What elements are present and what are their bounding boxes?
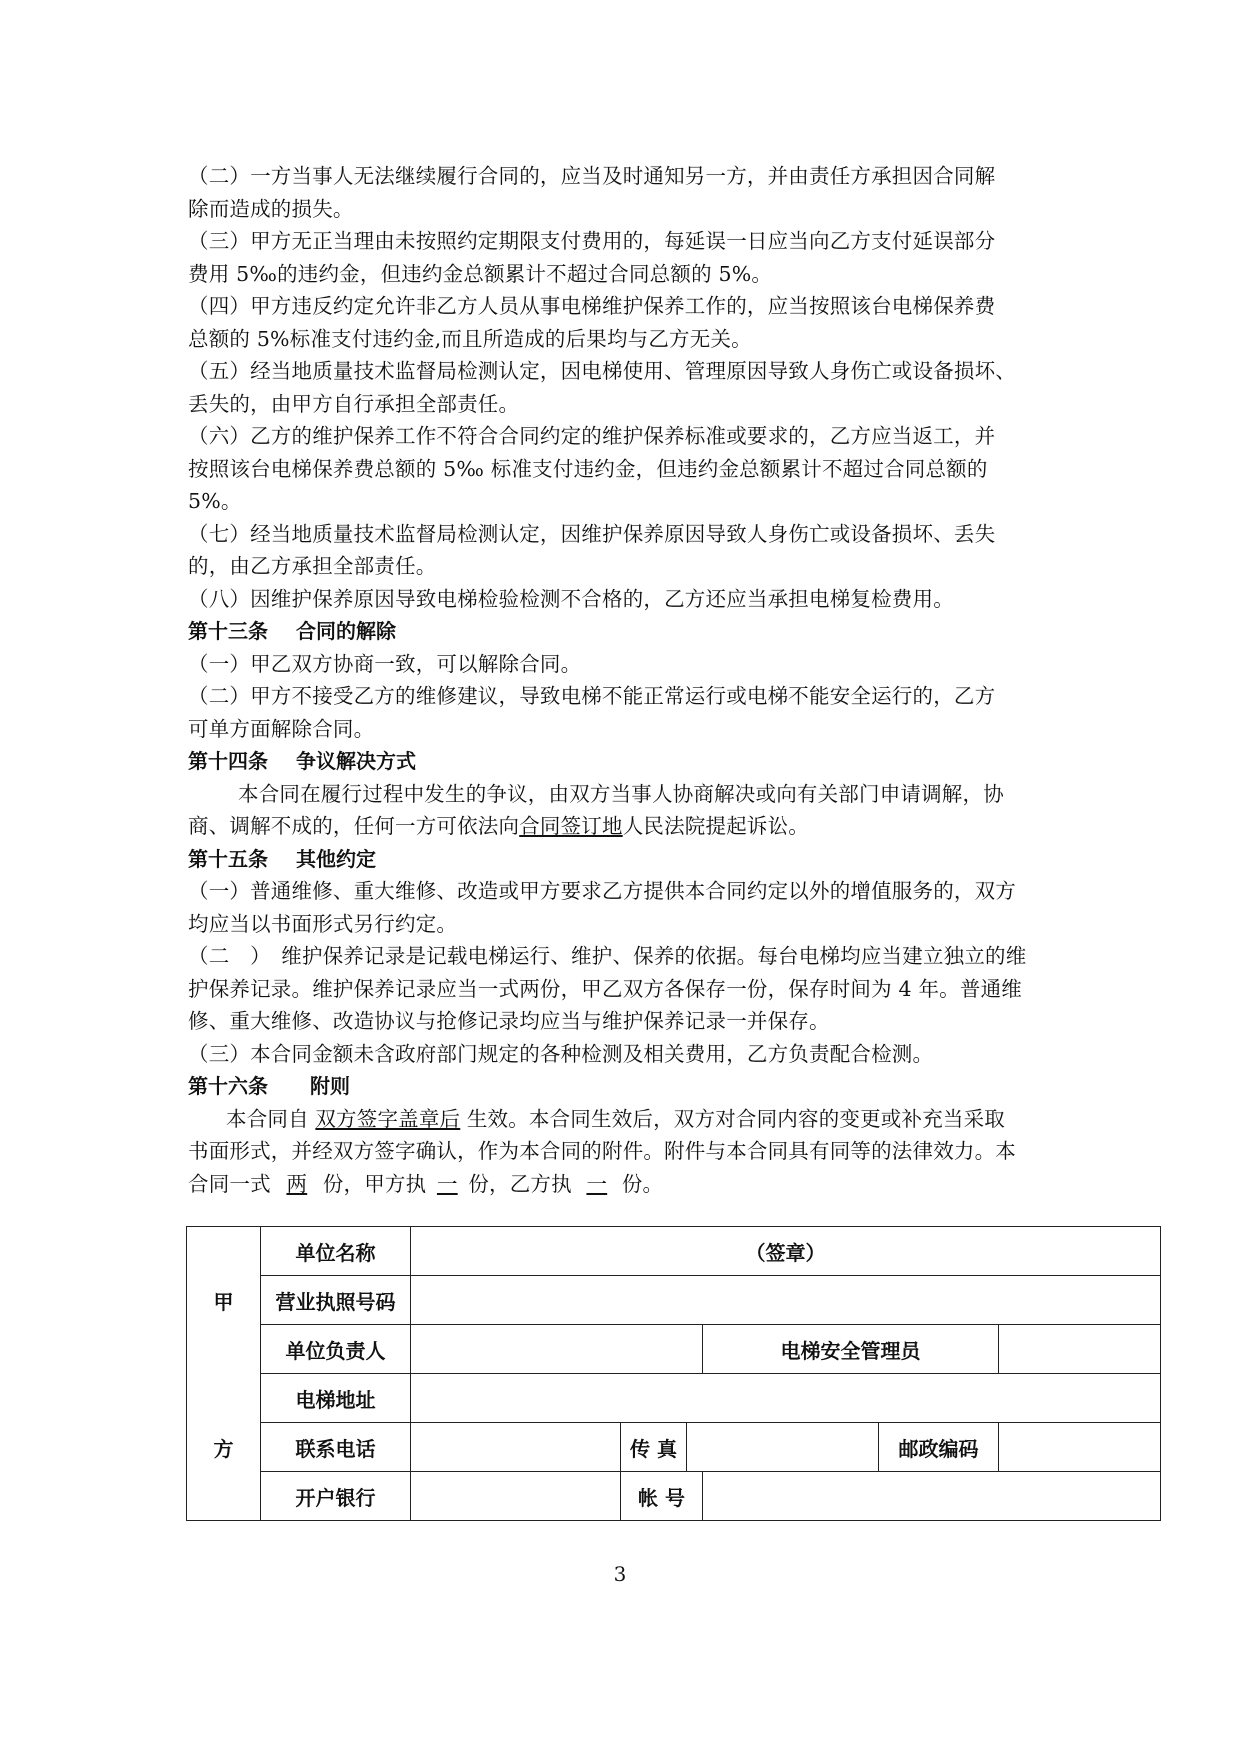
clause-6-line-2: 按照该台电梯保养费总额的 5‰ 标准支付违约金，但违约金总额累计不超过合同总额的	[188, 456, 988, 481]
clause-7-line-1: （七）经当地质量技术监督局检测认定，因维护保养原因导致人身伤亡或设备损坏、丢失	[188, 521, 996, 546]
article-15-item-2-line-1: （二 ） 维护保养记录是记载电梯运行、维护、保养的依据。每台电梯均应当建立独立的维	[188, 944, 1027, 968]
elevator-safety-admin-label: 电梯安全管理员	[703, 1325, 999, 1374]
clause-4-line-1: （四）甲方违反约定允许非乙方人员从事电梯维护保养工作的，应当按照该台电梯保养费	[188, 294, 996, 318]
total-copies-underlined: 两	[286, 1171, 308, 1196]
party-a-side-cell	[187, 1472, 261, 1521]
phone-field[interactable]	[411, 1423, 621, 1472]
party-b-copies-underlined: 一	[586, 1171, 608, 1196]
article-13-item-2-line-1: （二）甲方不接受乙方的维修建议，导致电梯不能正常运行或电梯不能安全运行的，乙方	[188, 684, 996, 708]
fax-label: 传 真	[621, 1423, 687, 1472]
clause-6-line-1: （六）乙方的维护保养工作不符合合同约定的维护保养标准或要求的，乙方应当返工，并	[188, 424, 996, 448]
article-16-title: 附则	[310, 1074, 350, 1098]
unit-name-seal-field[interactable]: （签章）	[411, 1227, 1161, 1276]
article-15-item-2-line-2: 护保养记录。维护保养记录应当一式两份，甲乙双方各保存一份，保存时间为 4 年。普通维	[188, 976, 1022, 1001]
page-number: 3	[613, 1562, 627, 1586]
article-13-number: 第十三条	[188, 619, 268, 643]
phone-label: 联系电话	[261, 1423, 411, 1472]
article-13-heading	[188, 615, 1058, 648]
article-15-item-2-line-3: 修、重大维修、改造协议与抢修记录均应当与维护保养记录一并保存。	[188, 1009, 830, 1033]
article-13-title: 合同的解除	[296, 619, 396, 643]
party-a-copies-underlined: 一	[436, 1171, 458, 1196]
party-a-side-label-top: 甲	[187, 1276, 261, 1325]
article-16-number: 第十六条	[188, 1074, 268, 1098]
clause-4-line-2: 总额的 5%标准支付违约金,而且所造成的后果均与乙方无关。	[188, 326, 752, 351]
article-14-title: 争议解决方式	[296, 749, 416, 773]
party-a-side-cell	[187, 1325, 261, 1374]
article-15-item-3: （三）本合同金额未含政府部门规定的各种检测及相关费用，乙方负责配合检测。	[188, 1041, 934, 1066]
article-16-line-1-end: 生效。本合同生效后，双方对合同内容的变更或补充当采取	[466, 1106, 1006, 1131]
elevator-address-label: 电梯地址	[261, 1374, 411, 1423]
party-a-side-label-bottom: 方	[187, 1423, 261, 1472]
bank-field[interactable]	[411, 1472, 621, 1521]
article-14-line-2	[188, 810, 1058, 843]
postcode-field[interactable]	[999, 1423, 1161, 1472]
article-14-line-2-start: 商、调解不成的，任何一方可依法向	[188, 814, 520, 838]
article-13-item-2-line-2: 可单方面解除合同。	[188, 716, 375, 741]
account-field[interactable]	[703, 1472, 1161, 1521]
copies-prefix: 合同一式	[188, 1171, 271, 1196]
article-15-title: 其他约定	[296, 846, 376, 871]
elevator-address-field[interactable]	[411, 1374, 1161, 1423]
party-b-copies-prefix: 份，乙方执	[468, 1171, 572, 1196]
party-a-side-cell	[187, 1374, 261, 1423]
unit-name-label: 单位名称	[261, 1227, 411, 1276]
party-a-info-table	[186, 1226, 1161, 1521]
clause-2-line-1: （二）一方当事人无法继续履行合同的，应当及时通知另一方，并由责任方承担因合同解	[188, 164, 996, 188]
business-license-label: 营业执照号码	[261, 1276, 411, 1325]
contract-body	[188, 160, 1058, 1200]
court-location-underlined: 合同签订地	[519, 814, 623, 838]
article-14-line-2-end: 人民法院提起诉讼。	[622, 814, 810, 838]
article-13-item-1: （一）甲乙双方协商一致，可以解除合同。	[188, 651, 582, 676]
article-16-line-1-start: 本合同自	[226, 1106, 309, 1131]
clause-2-line-2: 除而造成的损失。	[188, 196, 354, 221]
article-14-line-1: 本合同在履行过程中发生的争议，由双方当事人协商解决或向有关部门申请调解，协	[238, 781, 1004, 806]
article-15-number: 第十五条	[188, 846, 268, 871]
clause-5-line-1: （五）经当地质量技术监督局检测认定，因电梯使用、管理原因导致人身伤亡或设备损坏、	[188, 359, 1016, 383]
clause-6-line-3: 5%。	[188, 489, 242, 513]
article-15-item-1-line-1: （一）普通维修、重大维修、改造或甲方要求乙方提供本合同约定以外的增值服务的，双方	[188, 879, 1016, 903]
party-a-side-cell	[187, 1227, 261, 1276]
effective-condition-underlined: 双方签字盖章后	[315, 1106, 461, 1131]
clause-3-line-2: 费用 5‰的违约金，但违约金总额累计不超过合同总额的 5%。	[188, 261, 773, 286]
article-16-line-3	[188, 1168, 1058, 1201]
article-14-heading	[188, 745, 1058, 778]
postcode-label: 邮政编码	[879, 1423, 999, 1472]
party-a-copies-prefix: 份，甲方执	[322, 1171, 427, 1196]
clause-7-line-2: 的，由乙方承担全部责任。	[188, 554, 437, 578]
clause-3-line-1: （三）甲方无正当理由未按照约定期限支付费用的，每延误一日应当向乙方支付延误部分	[188, 229, 996, 253]
article-15-heading	[188, 843, 1058, 876]
elevator-safety-admin-field[interactable]	[999, 1325, 1161, 1374]
copies-suffix: 份。	[621, 1171, 664, 1196]
account-label: 帐 号	[621, 1472, 703, 1521]
bank-label: 开户银行	[261, 1472, 411, 1521]
business-license-field[interactable]	[411, 1276, 1161, 1325]
article-15-item-1-line-2: 均应当以书面形式另行约定。	[188, 911, 458, 936]
article-14-number: 第十四条	[188, 749, 268, 773]
clause-5-line-2: 丢失的，由甲方自行承担全部责任。	[188, 391, 520, 416]
unit-leader-label: 单位负责人	[261, 1325, 411, 1374]
unit-leader-field[interactable]	[411, 1325, 703, 1374]
clause-8-line-1: （八）因维护保养原因导致电梯检验检测不合格的，乙方还应当承担电梯复检费用。	[188, 586, 954, 611]
article-16-line-2: 书面形式，并经双方签字确认，作为本合同的附件。附件与本合同具有同等的法律效力。本	[188, 1139, 1016, 1163]
article-16-heading	[188, 1070, 1058, 1103]
fax-field[interactable]	[687, 1423, 879, 1472]
article-16-line-1	[188, 1103, 1058, 1136]
